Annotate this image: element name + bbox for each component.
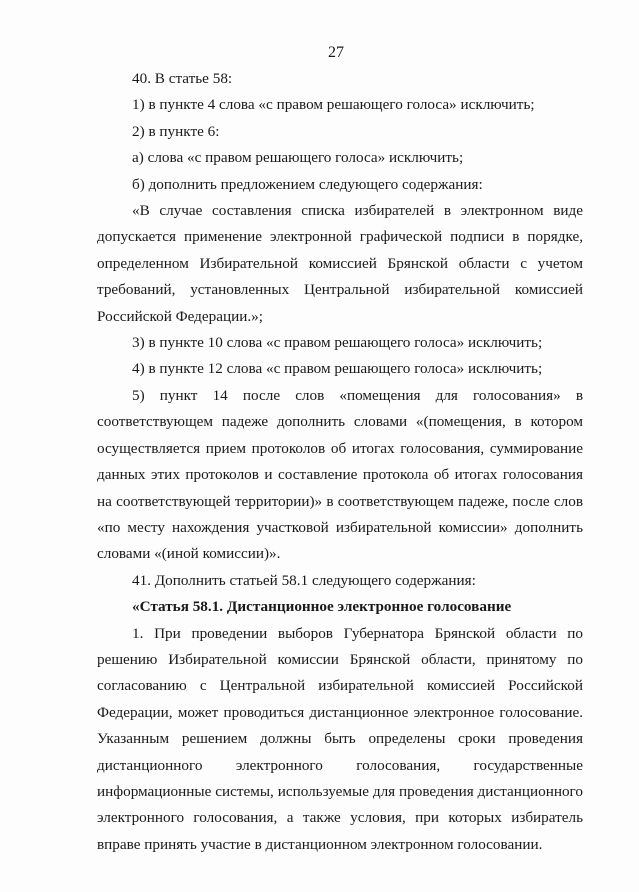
paragraph-item-2: 2) в пункте 6: [132, 122, 220, 140]
paragraph-item-1: 1) в пункте 4 слова «с правом решающего голоса» исключить; [132, 96, 535, 114]
paragraph-item-4: 4) в пункте 12 слова «с правом решающего голоса» исключить; [132, 360, 543, 378]
paragraph-article-40: 40. В статье 58: [132, 70, 233, 87]
page-number: 27 [328, 44, 344, 61]
paragraph-subitem-a: а) слова «с правом решающего голоса» исключить; [132, 149, 464, 167]
paragraph-item-3: 3) в пункте 10 слова «с правом решающего голоса» исключить; [132, 334, 543, 352]
paragraph-article-41: 41. Дополнить статьей 58.1 следующего содержания: [132, 571, 476, 589]
document-body [97, 66, 583, 858]
paragraph-subitem-b: б) дополнить предложением следующего содержания: [132, 175, 483, 193]
article-58-1-heading: «Статья 58.1. Дистанционное электронное голосование [132, 598, 512, 616]
paragraph-item-5: 5) пункт 14 после слов «помещения для голосования» в соответствующем падеже дополнить словами «(помещения, в котором осуществляется прием протоколов об итогах голосования, суммирование данных этих протоколов и составление протокола об итогах голосования на соответствующей территории)» в соответствующем падеже, после слов «по месту нахождения участковой избирательной комиссии» дополнить словами «(иной комиссии)». [97, 386, 583, 563]
paragraph-quoted-sentence: «В случае составления списка избирателей в электронном виде допускается применение электронной графической подписи в порядке, определенном Избирательной комиссией Брянской области с учетом требований, установленных Центральной избирательной комиссией Российской Федерации.»; [97, 202, 583, 325]
paragraph-article-58-1-part-1: 1. При проведении выборов Губернатора Брянской области по решению Избирательной комиссии Брянской области, принятому по согласованию с Центральной избирательной комиссией Российской Федерации, может проводиться дистанционное электронное голосование. Указанным решением должны быть определены сроки проведения дистанционного электронного голосования, государственные информационные системы, используемые для проведения дистанционного электронного голосования, а также условия, при которых избиратель вправе принять участие в дистанционном электронном голосовании. [97, 624, 583, 853]
